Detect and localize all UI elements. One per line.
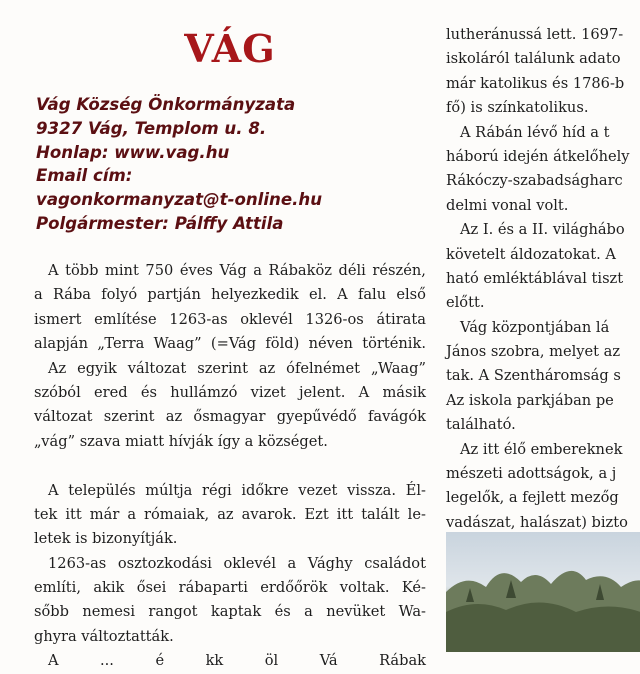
contact-website: Honlap: www.vag.hu [36, 142, 230, 162]
text-line: A több mint 750 éves Vág a Rábaköz déli részén, [48, 262, 426, 279]
text-line: delmi vonal volt. [446, 196, 569, 214]
text-line: János szobra, melyet az [446, 343, 621, 361]
contact-address: 9327 Vág, Templom u. 8. [36, 118, 267, 138]
text-line: már katolikus és 1786-b [446, 74, 625, 92]
text-line: Az I. és a II. világhábo [460, 221, 625, 239]
text-line: változat szerint az ősmagyar gyepűvédő favágók [34, 408, 426, 426]
text-line: ható emléktáblával tiszt [446, 269, 624, 287]
text-line: említi, akik ősei rábaparti erdőőrök voltak. Ké- [34, 579, 426, 597]
village-photo [446, 532, 640, 652]
text-line: követelt áldozatokat. A [446, 245, 616, 263]
text-line: tak. A Szentháromság s [446, 367, 621, 385]
text-line: legelők, a fejlett mezőg [446, 489, 619, 507]
text-line: tek itt már a rómaiak, az avarok. Ezt itt talált le- [34, 505, 426, 523]
text-line: háború idején átkelőhely [446, 147, 630, 165]
text-line: előtt. [446, 294, 485, 312]
text-line: Rákóczy-szabadságharc [446, 172, 623, 190]
text-line: letek is bizonyítják. [34, 530, 178, 548]
text-line: A település múltja régi időkre vezet vissza. Él- [48, 481, 426, 499]
text-line: található. [446, 416, 516, 434]
page-title: VÁG [184, 26, 276, 71]
text-line: A Rábán lévő híd a t [460, 123, 610, 141]
text-line: alapján „Terra Waag” (=Vág föld) néven történik. [34, 335, 426, 353]
text-line: mészeti adottságok, a j [446, 465, 617, 483]
text-line: vadászat, halászat) bizto [446, 513, 628, 531]
text-line: fő) is színkatolikus. [446, 99, 589, 117]
text-line: szóból ered és hullámzó vizet jelent. A másik [34, 383, 426, 401]
contact-email-label: Email cím: [36, 166, 133, 186]
text-line: Az egyik változat szerint az ófelnémet „Waag” [48, 359, 426, 377]
text-line: Vág központjában lá [460, 318, 610, 336]
left-column-text [34, 259, 426, 674]
text-line: a Rába folyó partján helyezkedik el. A falu első [34, 286, 426, 304]
text-line: ghyra változtatták. [34, 627, 174, 645]
text-line: 1263-as osztozkodási oklevél a Vághy családot [48, 554, 426, 572]
text-line: A ... é kk öl Vá Rábak [48, 652, 426, 670]
text-line: Az iskola parkjában pe [446, 391, 614, 409]
text-line: Az itt élő embereknek [460, 440, 623, 458]
text-line: iskoláról találunk adato [446, 50, 621, 68]
right-column-text [446, 23, 640, 535]
text-line: sőbb nemesi rangot kaptak és a nevüket Wa- [34, 603, 426, 621]
text-line: lutheránussá lett. 1697- [446, 26, 624, 43]
contact-block [36, 93, 428, 236]
paragraph-gap [34, 454, 426, 478]
text-line: ismert említése 1263-as oklevél 1326-os átirata [34, 310, 426, 328]
contact-email: vagonkormanyzat@t-online.hu [36, 190, 323, 210]
text-line: „vág” szava miatt hívják így a községet. [34, 432, 328, 450]
contact-organization: Vág Község Önkormányzata [36, 95, 296, 114]
contact-mayor: Polgármester: Pálffy Attila [36, 213, 284, 233]
